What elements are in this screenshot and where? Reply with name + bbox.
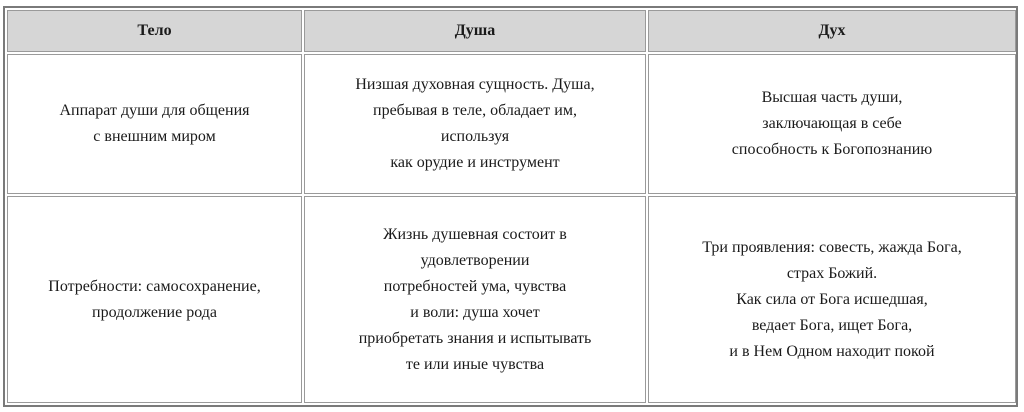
cell-line: Высшая часть души, [761,89,903,106]
cell-line: те или иные чувства [405,355,545,373]
cell-soul [304,196,646,403]
header-row [7,10,1016,52]
cell-line: продолжение рода [92,303,217,321]
cell-line: как орудие и инструмент [390,154,560,171]
cell-line: и в Нем Одном находит покой [729,342,935,360]
cell-line: Низшая духовная сущность. Душа, [355,76,595,93]
cell-line: пребывая в теле, обладает им, [373,102,577,119]
cell-line: используя [440,128,510,145]
cell-line: удовлетворении [420,251,530,269]
body-soul-spirit-table [5,8,1018,405]
cell-line: и воли: душа хочет [410,303,540,321]
cell-spirit [648,196,1016,403]
cell-line: приобретать знания и испытывать [358,329,592,347]
cell-soul [304,54,646,194]
cell-body [7,196,302,403]
cell-line: Потребности: самосохранение, [48,277,261,295]
header-spirit: Дух [648,10,1016,52]
cell-line: Аппарат души для общения [59,102,250,119]
cell-line: способность к Богопознанию [731,141,933,158]
cell-line: Три проявления: совесть, жажда Бога, [702,238,962,256]
table-frame [3,6,1018,407]
cell-line: ведает Бога, ищет Бога, [751,316,913,334]
cell-line: с внешним миром [93,128,216,145]
cell-line: потребностей ума, чувства [383,277,567,295]
cell-line: Как сила от Бога исшедшая, [736,290,928,308]
cell-line: страх Божий. [786,264,878,282]
header-soul: Душа [304,10,646,52]
cell-line: Жизнь душевная состоит в [383,225,567,243]
table-row [7,196,1016,403]
header-body: Тело [7,10,302,52]
cell-body [7,54,302,194]
table-row [7,54,1016,194]
cell-spirit [648,54,1016,194]
cell-line: заключающая в себе [762,115,902,132]
